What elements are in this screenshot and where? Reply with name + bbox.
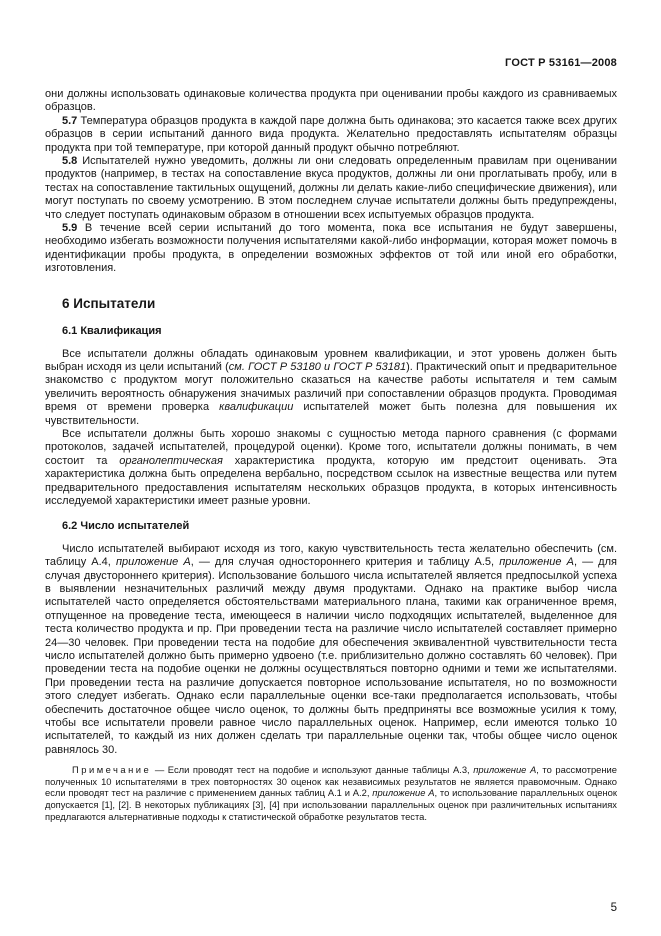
section-heading-6: 6 Испытатели	[62, 295, 156, 311]
document-number: ГОСТ Р 53161—2008	[505, 57, 617, 69]
annex-reference-italic: приложение А	[115, 556, 191, 569]
clause-text: В течение всей серии испытаний до того момента, пока все испытания не будут завершены, необходимо избегать возможности получения испытателями какой-либо информации, которая может помочь в идентификации пробы продукта, в определении возможных эффектов от той или иной его обработки, изготовления.	[45, 222, 617, 275]
page-number: 5	[610, 902, 617, 914]
paragraph-text: Все испытатели должны быть хорошо знакомы с сущностью метода парного сравнения (с формами протоколов, задачей испытателей, процедурой оценки). Кроме того, испытатели должны понимать, в чем состоит та	[45, 427, 617, 467]
clause-text: Температура образцов продукта в каждой паре должна быть одинакова; это касается также всех других образцов в серии испытаний данного вида продукта. Желательно предоставлять испытателям образцы продукта при той температуре, при которой данный продукт обычно потребляют.	[45, 114, 617, 154]
clause-text: Испытателей нужно уведомить, должны ли они следовать определенным правилам при оценивании продуктов (например, в тестах на сопоставление вкуса продуктов, должны ли они проглатывать пробу, или в тестах на сопоставление тактильных ощущений, должны ли делать какие-либо специфические движения), или могут поступать по своему усмотрению. В этом последнем случае испытатели должны быть предупреждены, что следует поступать одинаковым образом в отношении всех испытуемых образцов продукта.	[45, 155, 617, 221]
paragraph-text: , — для случая двустороннего критерия). Использование большого числа испытателей является предпосылкой успеха в выявлении незначительных различий между двумя продуктами. Однако на практике выбор числа испытателей часто определяется обстоятельствами материального плана, такими как ограниченное время, отпущенное на проведение теста, имеющееся в наличии число подходящих испытателей, выделенное для теста количество продукта и пр. При проведении теста на различие число испытателей составляет примерно 24—30 человек. При проведении теста на подобие для обеспечения эквивалентной чувствительности теста число испытателей должно быть примерно удвоено (т.е. приблизительно должно составлять 60 человек). При проведении теста на подобие оценки не должны осуществляться повторно одними и теми же испытателями. При проведении теста на различие допускается повторное использование испытателя, но по возможности этого следует избегать. Однако если параллельные оценки все-таки предполагается использовать, чтобы обеспечить достаточное общее число оценок, то должны быть предприняты все возможные усилия к тому, чтобы все испытатели провели равное число параллельных оценок. Например, если имеются только 10 испытателей, то каждый из них должен сделать три параллельные оценки так, чтобы общее число оценок равнялось 30.	[45, 556, 617, 756]
page-content	[45, 88, 617, 822]
paragraph-text: испытателей может быть полезна для повышения их чувствительности.	[45, 401, 617, 427]
paragraph-text: они должны использовать одинаковые количества продукта при оценивании пробы каждого из сравниваемых образцов.	[45, 88, 617, 114]
subsection-heading-6-2: 6.2 Число испытателей	[62, 520, 190, 533]
subsection-heading-6-1: 6.1 Квалификация	[62, 325, 162, 338]
paragraph-text: ). Практический опыт и предварительное знакомство с продуктом могут положительно сказаться на качестве работы испытателя и тем самым увеличить вероятность обнаружения значимых различий при сопоставлении образцов продукта. Проводимая время от времени проверка	[45, 360, 617, 414]
annex-reference-italic: приложение А	[372, 787, 435, 799]
page-footer	[45, 902, 617, 914]
clause-5-8	[45, 155, 617, 222]
term-italic: органолептическая	[119, 454, 223, 467]
paragraph-text: , — для случая одностороннего критерия и таблицу А.5,	[190, 556, 500, 569]
note-text: , то рассмотрение полученных 10 испытателями в трех повторностях 30 оценок как независимых результатов не является правомочным. Однако если проводят тест на различие с применением данных таблиц А.1 и А.2,	[45, 764, 618, 799]
clause-number: 5.9	[62, 222, 78, 235]
note-text: — Если проводят тест на подобие и используют данные таблицы А.3,	[151, 764, 474, 776]
paragraph-text: характеристика продукта, которую им предстоит оценивать. Эта характеристика должна быть определена вербально, посредством ссылок на известные вещества или путем предварительного предоставления испытателям нескольких образцов продукта, в которых интенсивность исследуемой характеристики имеет разные уровни.	[45, 454, 617, 507]
clause-number: 5.8	[62, 155, 78, 168]
clause-5-9	[45, 222, 617, 276]
note-text: , то использование параллельных оценок допускается [1], [2]. В некоторых публикациях [3], [4] при использовании параллельных оценок при различительных испытаниях предлагаются альтернативные подходы к статистической обработке результатов теста.	[45, 787, 617, 822]
paragraph-text: Все испытатели должны обладать одинаковым уровнем квалификации, и этот уровень должен быть выбран исходя из цели испытаний (	[45, 347, 617, 373]
note-label: Примечание	[72, 764, 152, 776]
paragraph-text: Число испытателей выбирают исходя из того, какую чувствительность теста желательно обеспечить (см. таблицу А.4,	[45, 542, 617, 569]
annex-reference-italic: приложение А	[473, 764, 537, 776]
paragraph-continued	[45, 88, 617, 115]
term-italic: квалификации	[219, 401, 294, 414]
paragraph-qualification-2	[45, 428, 617, 508]
note-paragraph	[45, 764, 617, 822]
paragraph-qualification-1	[45, 348, 617, 428]
reference-italic: см. ГОСТ Р 53180 и ГОСТ Р 53181	[228, 360, 407, 373]
annex-reference-italic: приложение А	[499, 556, 574, 569]
running-header	[45, 57, 617, 69]
clause-5-7	[45, 115, 617, 155]
clause-number: 5.7	[62, 114, 78, 127]
paragraph-panel-size	[45, 543, 617, 758]
